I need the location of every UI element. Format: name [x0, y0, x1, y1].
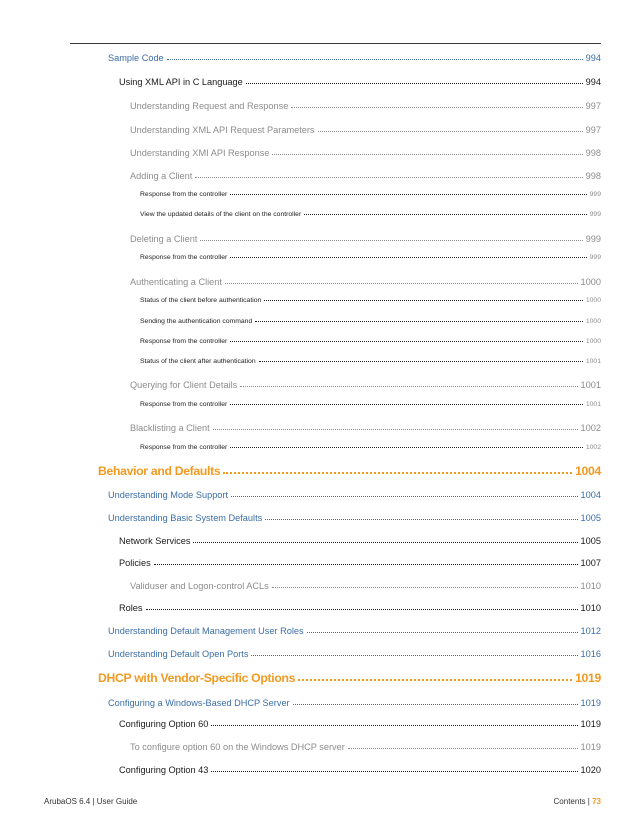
- toc-dot-leader: [230, 256, 586, 258]
- toc-entry-title: Status of the client after authentication: [140, 358, 256, 365]
- toc-entry[interactable]: [140, 297, 601, 304]
- toc-dot-leader: [223, 471, 572, 474]
- toc-page-number: 1004: [575, 464, 601, 478]
- toc-page-number: 1012: [580, 626, 601, 636]
- toc-dot-leader: [265, 518, 577, 520]
- toc-entry-title: Response from the controller: [140, 401, 228, 408]
- toc-dot-leader: [307, 631, 578, 633]
- toc-dot-leader: [298, 678, 572, 681]
- toc-page-number: 999: [589, 191, 601, 198]
- toc-entry-title: Sample Code: [108, 53, 164, 63]
- toc-entry-title: Querying for Client Details: [130, 380, 238, 390]
- toc-entry-title: Roles: [119, 603, 143, 613]
- toc-entry-title: Using XML API in C Language: [119, 77, 243, 87]
- toc-page-number: 1001: [585, 401, 601, 408]
- toc-page-number: 1010: [580, 581, 601, 591]
- toc-entry[interactable]: [119, 719, 601, 729]
- toc-entry[interactable]: [140, 211, 601, 218]
- toc-entry[interactable]: [130, 581, 601, 591]
- toc-entry[interactable]: [108, 626, 601, 636]
- toc-dot-leader: [225, 282, 578, 284]
- toc-entry[interactable]: [108, 698, 601, 708]
- toc-entry[interactable]: [108, 490, 601, 500]
- toc-entry-title: Configuring Option 43: [119, 765, 209, 775]
- toc-dot-leader: [230, 193, 586, 195]
- toc-page-number: 1005: [580, 536, 601, 546]
- toc-page-number: 1000: [585, 338, 601, 345]
- toc-page-number: 1019: [575, 671, 601, 685]
- toc-entry[interactable]: [119, 536, 601, 546]
- toc-entry-title: Response from the controller: [140, 191, 228, 198]
- toc-entry-title: Sending the authentication command: [140, 318, 253, 325]
- toc-entry[interactable]: [130, 380, 601, 390]
- toc-entry[interactable]: [140, 358, 601, 365]
- toc-dot-leader: [293, 703, 578, 705]
- toc-entry[interactable]: [130, 171, 601, 181]
- toc-page-number: 1010: [580, 603, 601, 613]
- toc-entry[interactable]: [140, 338, 601, 345]
- toc-entry-title: Behavior and Defaults: [98, 464, 221, 478]
- toc-entry-title: Status of the client before authentication: [140, 297, 262, 304]
- toc-dot-leader: [211, 724, 577, 726]
- toc-entry-title: DHCP with Vendor-Specific Options: [98, 671, 296, 685]
- toc-entry[interactable]: [119, 765, 601, 775]
- toc-dot-leader: [272, 153, 582, 155]
- toc-page-number: 1016: [580, 649, 601, 659]
- toc-entry-title: Response from the controller: [140, 254, 228, 261]
- toc-page-number: 1019: [580, 742, 601, 752]
- toc-entry[interactable]: [130, 148, 601, 158]
- toc-page-number: 998: [585, 148, 601, 158]
- toc-entry-title: Understanding Default Open Ports: [108, 649, 249, 659]
- toc-dot-leader: [193, 541, 577, 543]
- toc-entry-title: Response from the controller: [140, 338, 228, 345]
- toc-entry[interactable]: [108, 513, 601, 523]
- toc-entry-title: Response from the controller: [140, 444, 228, 451]
- toc-page-number: 994: [585, 53, 601, 63]
- toc-dot-leader: [240, 385, 577, 387]
- toc-entry[interactable]: [130, 742, 601, 752]
- toc-entry[interactable]: [130, 277, 601, 287]
- toc-entry-title: Understanding Mode Support: [108, 490, 229, 500]
- toc-dot-leader: [230, 403, 583, 405]
- toc-dot-leader: [167, 58, 583, 60]
- toc-dot-leader: [146, 608, 578, 610]
- toc-dot-leader: [348, 747, 578, 749]
- toc-entry[interactable]: [119, 558, 601, 568]
- toc-page-number: 1019: [580, 719, 601, 729]
- toc-entry-title: To configure option 60 on the Windows DHCP server: [130, 742, 345, 752]
- toc-page-number: 1000: [585, 318, 601, 325]
- toc-entry[interactable]: [108, 649, 601, 659]
- toc-entry[interactable]: [130, 101, 601, 111]
- toc-entry[interactable]: [119, 603, 601, 613]
- toc-entry[interactable]: [130, 423, 601, 433]
- toc-entry-title: View the updated details of the client on the controller: [140, 211, 302, 218]
- toc-chapter-entry[interactable]: [98, 671, 601, 685]
- toc-dot-leader: [251, 654, 577, 656]
- footer-page-number: 73: [592, 797, 601, 806]
- toc-dot-leader: [231, 495, 578, 497]
- footer-guide-title: ArubaOS 6.4 | User Guide: [44, 797, 138, 806]
- toc-entry-title: Understanding Basic System Defaults: [108, 513, 263, 523]
- toc-page-number: 1019: [580, 698, 601, 708]
- toc-dot-leader: [259, 360, 583, 362]
- toc-page-number: 1007: [580, 558, 601, 568]
- toc-dot-leader: [213, 428, 578, 430]
- toc-page-number: 994: [585, 77, 601, 87]
- toc-entry-title: Deleting a Client: [130, 234, 198, 244]
- toc-entry-title: Understanding Request and Response: [130, 101, 289, 111]
- toc-dot-leader: [195, 176, 582, 178]
- toc-entry-title: Configuring a Windows-Based DHCP Server: [108, 698, 290, 708]
- toc-dot-leader: [264, 299, 583, 301]
- toc-entry-title: Policies: [119, 558, 151, 568]
- toc-entry-title: Adding a Client: [130, 171, 193, 181]
- toc-page-number: 1002: [585, 444, 601, 451]
- toc-chapter-entry[interactable]: [98, 464, 601, 478]
- toc-dot-leader: [200, 239, 582, 241]
- toc-page-number: 999: [589, 211, 601, 218]
- toc-page-number: 997: [585, 101, 601, 111]
- toc-entry-title: Blacklisting a Client: [130, 423, 210, 433]
- toc-page-number: 1001: [585, 358, 601, 365]
- toc-dot-leader: [272, 586, 578, 588]
- toc-entry[interactable]: [119, 77, 601, 87]
- toc-dot-leader: [230, 446, 583, 448]
- toc-dot-leader: [230, 340, 583, 342]
- toc-entry[interactable]: [108, 53, 601, 63]
- toc-entry[interactable]: [140, 191, 601, 198]
- toc-dot-leader: [211, 770, 577, 772]
- toc-entry[interactable]: [130, 125, 601, 135]
- toc-dot-leader: [318, 130, 583, 132]
- toc-dot-leader: [304, 213, 586, 215]
- toc-dot-leader: [291, 106, 582, 108]
- toc-page-number: 999: [589, 254, 601, 261]
- toc-page-number: 998: [585, 171, 601, 181]
- toc-page-number: 1002: [580, 423, 601, 433]
- toc-entry-title: Understanding XML API Request Parameters: [130, 125, 315, 135]
- toc-entry[interactable]: [130, 234, 601, 244]
- toc-page-number: 997: [585, 125, 601, 135]
- toc-entry-title: Configuring Option 60: [119, 719, 209, 729]
- toc-entry-title: Authenticating a Client: [130, 277, 222, 287]
- toc-entry[interactable]: [140, 318, 601, 325]
- toc-entry-title: Validuser and Logon-control ACLs: [130, 581, 269, 591]
- toc-page-number: 1020: [580, 765, 601, 775]
- toc-entry[interactable]: [140, 254, 601, 261]
- toc-page-number: 1000: [585, 297, 601, 304]
- toc-page-number: 1000: [580, 277, 601, 287]
- toc-page-number: 1004: [580, 490, 601, 500]
- toc-entry[interactable]: [140, 444, 601, 451]
- toc-dot-leader: [246, 82, 583, 84]
- toc-page-number: 999: [585, 234, 601, 244]
- toc-page-number: 1005: [580, 513, 601, 523]
- toc-dot-leader: [154, 563, 578, 565]
- toc-entry-title: Understanding XMI API Response: [130, 148, 270, 158]
- toc-page-number: 1001: [580, 380, 601, 390]
- toc-dot-leader: [255, 320, 583, 322]
- footer-page-label: [554, 797, 601, 806]
- footer-section-label: Contents |: [553, 797, 590, 806]
- toc-entry[interactable]: [140, 401, 601, 408]
- toc-entry-title: Network Services: [119, 536, 191, 546]
- toc-entry-title: Understanding Default Management User Roles: [108, 626, 304, 636]
